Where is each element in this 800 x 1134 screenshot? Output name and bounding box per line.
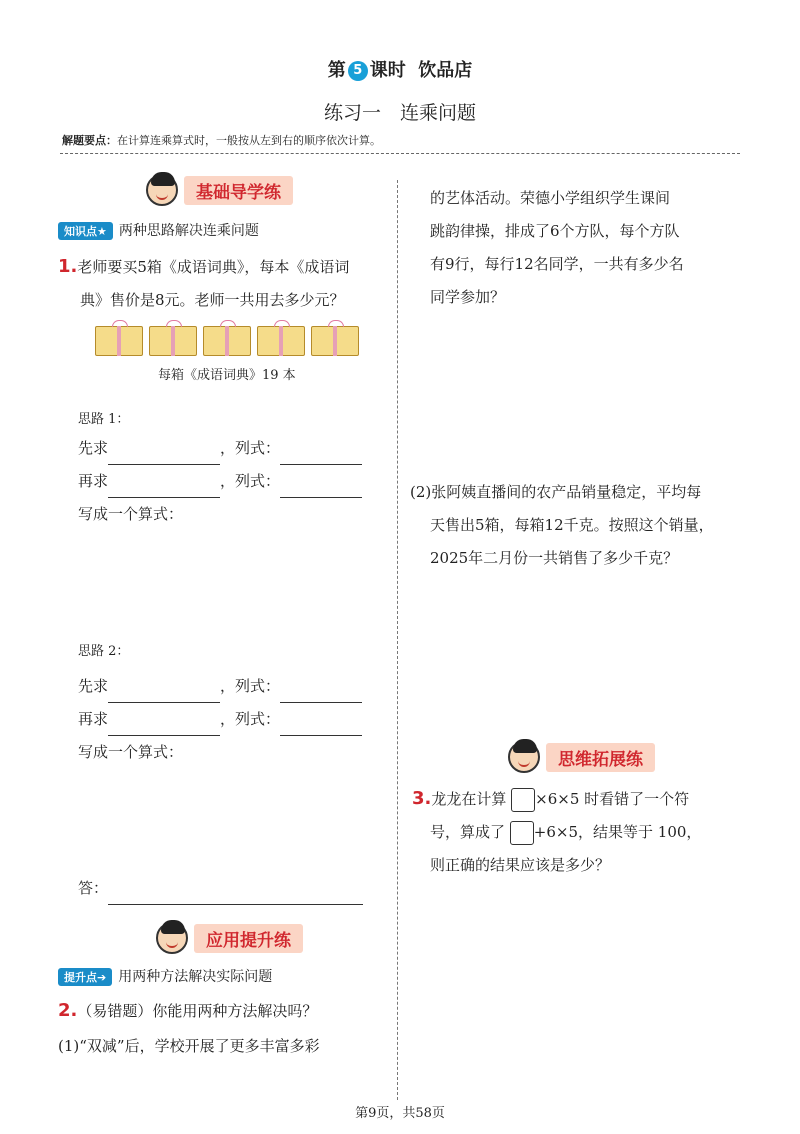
then-ask-label: 再求 bbox=[78, 472, 109, 490]
section-apply-label: 应用提升练 bbox=[194, 924, 303, 953]
question-1-line-1: 老师要买5箱《成语词典》，每本《成语词 bbox=[77, 258, 350, 276]
question-1-line-2: 典》售价是8元。老师一共用去多少元？ bbox=[80, 291, 345, 309]
improve-point-text: 用两种方法解决实际问题 bbox=[118, 969, 273, 985]
section-apply-header bbox=[156, 918, 303, 958]
answer-line[interactable] bbox=[108, 882, 363, 905]
gift-box-icon bbox=[311, 326, 359, 356]
number-blank-box[interactable] bbox=[511, 788, 535, 812]
answer-blank[interactable] bbox=[108, 475, 220, 498]
idea-2-step-2 bbox=[78, 703, 362, 736]
idea-1-step-2 bbox=[78, 465, 362, 498]
question-3 bbox=[412, 782, 762, 882]
question-2-part-2 bbox=[410, 476, 760, 575]
answer-blank[interactable] bbox=[108, 442, 220, 465]
question-2-part-2-line: (2)张阿姨直播间的农产品销量稳定，平均每 bbox=[410, 483, 702, 501]
answer-blank[interactable] bbox=[108, 713, 220, 736]
lesson-number-badge: 5 bbox=[348, 61, 368, 81]
formula-label: ，列式： bbox=[220, 710, 281, 728]
knowledge-point-badge: 知识点★ bbox=[58, 222, 113, 240]
then-ask-label: 再求 bbox=[78, 710, 109, 728]
answer-label: 答： bbox=[78, 879, 109, 897]
question-1-number: 1. bbox=[58, 256, 78, 277]
column-divider bbox=[397, 180, 398, 1100]
formula-label: ，列式： bbox=[220, 439, 281, 457]
page-number: 第9页，共58页 bbox=[355, 1106, 445, 1121]
formula-blank[interactable] bbox=[280, 475, 362, 498]
section-basic-header bbox=[146, 170, 293, 210]
idea-1-label: 思路 1： bbox=[78, 412, 130, 427]
mascot-icon bbox=[146, 174, 178, 206]
mascot-icon bbox=[156, 922, 188, 954]
lesson-suffix: 课时 bbox=[369, 60, 406, 81]
question-2-part-2-line: 天售出5箱，每箱12千克。按照这个销量， bbox=[430, 516, 714, 534]
tip-label: 解题要点： bbox=[62, 134, 117, 147]
formula-label: ，列式： bbox=[220, 677, 281, 695]
question-2-part-1-line: 有9行，每行12名同学，一共有多少名 bbox=[430, 255, 684, 273]
question-3-text-d: +6×5，结果等于 100， bbox=[533, 823, 702, 841]
formula-blank[interactable] bbox=[280, 442, 362, 465]
question-2-part-1-start: (1)“双减”后，学校开展了更多丰富多彩 bbox=[58, 1037, 320, 1055]
idea-2-single-formula: 写成一个算式： bbox=[78, 743, 184, 761]
lesson-title bbox=[0, 56, 800, 82]
improve-point-badge: 提升点➔ bbox=[58, 968, 112, 986]
lesson-name: 饮品店 bbox=[418, 60, 473, 81]
question-2 bbox=[58, 994, 317, 1028]
top-divider bbox=[60, 153, 740, 154]
question-2-part-1-line: 的艺体活动。荣德小学组织学生课间 bbox=[430, 189, 671, 207]
idea-1-single-formula: 写成一个算式： bbox=[78, 505, 184, 523]
question-2-text: （易错题）你能用两种方法解决吗？ bbox=[77, 1002, 318, 1020]
box-caption: 每箱《成语词典》19 本 bbox=[158, 368, 296, 383]
knowledge-point-text: 两种思路解决连乘问题 bbox=[118, 223, 259, 239]
question-3-text-b: ×6×5 时看错了一个符 bbox=[535, 790, 690, 808]
question-3-text-c: 号，算成了 bbox=[430, 823, 506, 841]
answer-blank[interactable] bbox=[108, 680, 220, 703]
idea-2-step-1 bbox=[78, 670, 362, 703]
question-3-text-e: 则正确的结果应该是多少？ bbox=[430, 856, 611, 874]
idea-1-step-1 bbox=[78, 432, 362, 465]
gift-box-icon bbox=[257, 326, 305, 356]
section-thinking-header bbox=[508, 737, 655, 777]
exercise-title: 练习一 连乘问题 bbox=[323, 102, 476, 124]
first-ask-label: 先求 bbox=[78, 677, 109, 695]
question-2-part-1-line: 同学参加？ bbox=[430, 288, 506, 306]
question-2-part-1-continued bbox=[430, 182, 760, 314]
question-2-number: 2. bbox=[58, 1000, 78, 1021]
knowledge-point-row bbox=[58, 220, 259, 240]
improve-point-row bbox=[58, 966, 272, 986]
section-basic-label: 基础导学练 bbox=[184, 176, 293, 205]
answer-row bbox=[78, 872, 363, 905]
formula-blank[interactable] bbox=[280, 713, 362, 736]
lesson-prefix: 第 bbox=[327, 60, 346, 81]
formula-blank[interactable] bbox=[280, 680, 362, 703]
solving-tip bbox=[62, 132, 381, 148]
question-1 bbox=[58, 250, 398, 317]
question-2-part-1-line: 跳韵律操，排成了6个方队，每个方队 bbox=[430, 222, 680, 240]
dictionary-boxes bbox=[95, 326, 359, 356]
number-blank-box[interactable] bbox=[510, 821, 534, 845]
question-3-text-a: 龙龙在计算 bbox=[431, 790, 507, 808]
formula-label: ，列式： bbox=[220, 472, 281, 490]
idea-2-label: 思路 2： bbox=[78, 644, 130, 659]
mascot-icon bbox=[508, 741, 540, 773]
question-2-part-2-line: 2025年二月份一共销售了多少千克？ bbox=[430, 549, 679, 567]
gift-box-icon bbox=[149, 326, 197, 356]
tip-text: 在计算连乘算式时，一般按从左到右的顺序依次计算。 bbox=[117, 134, 381, 147]
section-thinking-label: 思维拓展练 bbox=[546, 743, 655, 772]
gift-box-icon bbox=[95, 326, 143, 356]
gift-box-icon bbox=[203, 326, 251, 356]
question-3-number: 3. bbox=[412, 788, 432, 809]
first-ask-label: 先求 bbox=[78, 439, 109, 457]
